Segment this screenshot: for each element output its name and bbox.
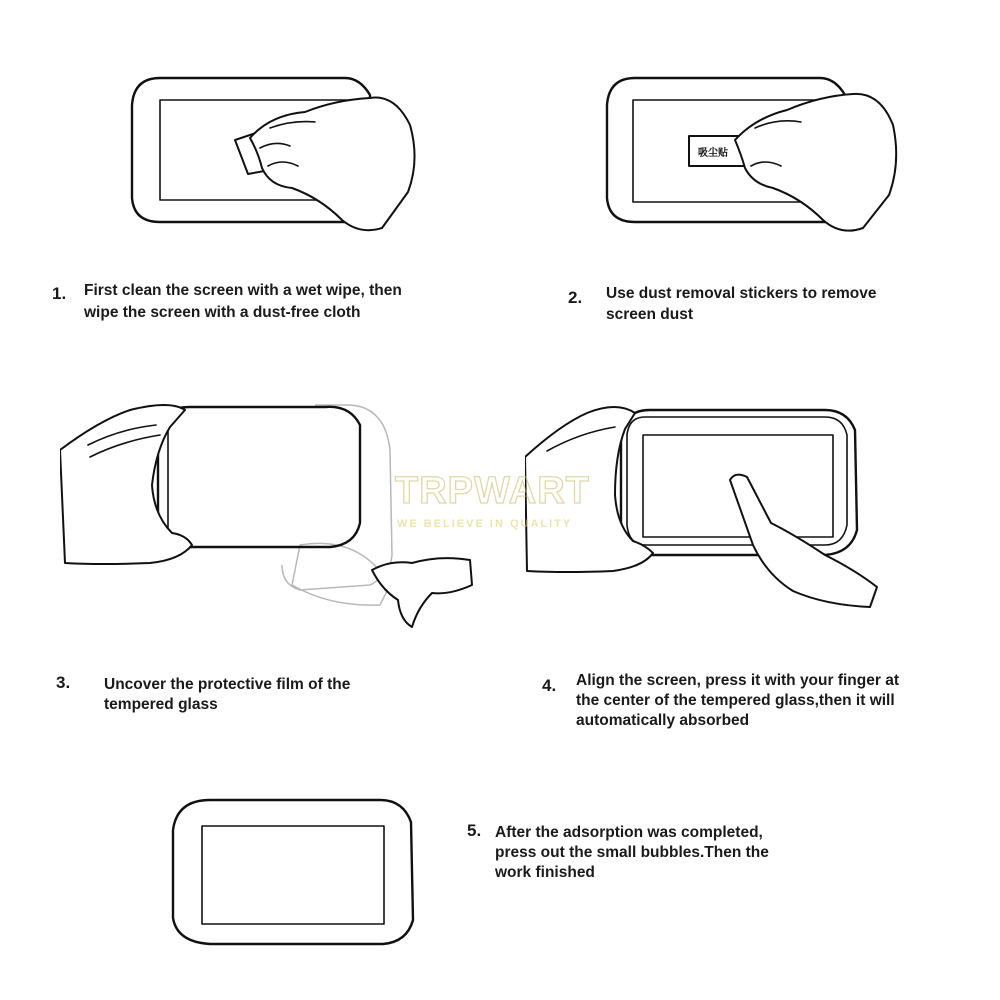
left-hand-icon xyxy=(60,405,192,564)
illustration-step-1 xyxy=(120,70,440,250)
step-number: 2. xyxy=(568,288,583,307)
step-text-line: automatically absorbed xyxy=(576,712,750,729)
step-1-caption xyxy=(52,280,472,330)
right-hand-icon xyxy=(372,558,472,627)
watermark-tagline: WE BELIEVE IN QUALITY xyxy=(397,518,573,530)
illustration-step-5 xyxy=(165,790,425,950)
step-text-line: work finished xyxy=(495,864,595,881)
step-text-line: After the adsorption was completed, xyxy=(495,824,763,841)
step-text-line: tempered glass xyxy=(104,696,218,713)
watermark-name: TRPWART xyxy=(395,470,590,512)
watermark xyxy=(395,470,610,540)
step-text-line: wipe the screen with a dust-free cloth xyxy=(84,304,361,321)
step-text-line: Uncover the protective film of the xyxy=(104,676,351,693)
step-text-line: press out the small bubbles.Then the xyxy=(495,844,769,861)
step-number: 3. xyxy=(56,673,71,692)
device-outline xyxy=(173,800,413,944)
step-2-caption xyxy=(568,283,928,333)
step-number: 4. xyxy=(542,676,557,695)
device-screen xyxy=(202,826,384,924)
step-number: 1. xyxy=(52,284,67,303)
step-text-line: Align the screen, press it with your finger at xyxy=(576,672,899,689)
step-text-line: First clean the screen with a wet wipe, then xyxy=(84,282,402,299)
step-4-caption xyxy=(542,670,932,740)
step-text-line: Use dust removal stickers to remove xyxy=(606,285,877,302)
film-outline xyxy=(282,405,392,590)
glass-outline xyxy=(158,407,360,547)
step-text-line: the center of the tempered glass,then it will xyxy=(576,692,895,709)
step-number: 5. xyxy=(467,821,482,840)
step-5-caption xyxy=(467,820,827,890)
finger-icon xyxy=(730,475,877,607)
step-3-caption xyxy=(56,672,416,722)
sticker-label: 吸尘贴 xyxy=(698,148,728,159)
step-text-line: screen dust xyxy=(606,306,694,323)
illustration-step-2 xyxy=(595,70,925,250)
